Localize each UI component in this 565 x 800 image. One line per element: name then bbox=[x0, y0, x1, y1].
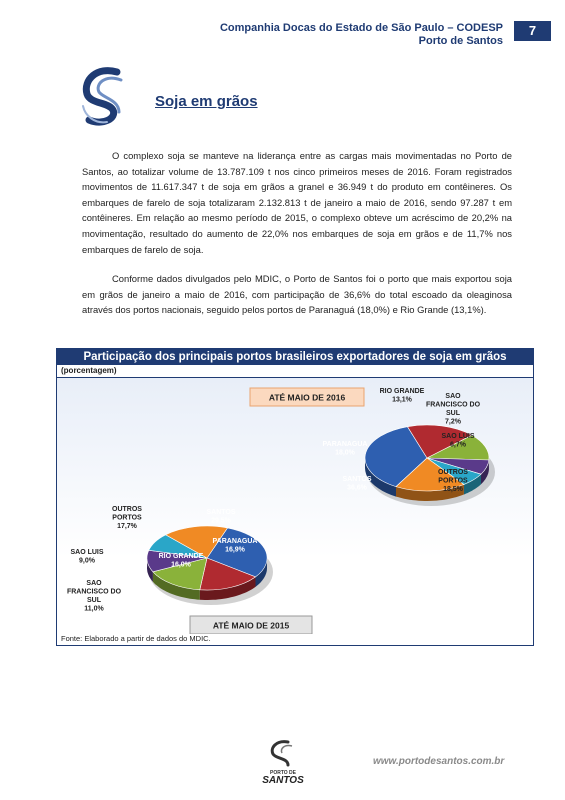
data-label-santos: 29,5% bbox=[211, 517, 231, 525]
slice-label-rio-grande: RIO GRANDE bbox=[379, 388, 425, 395]
slice-label-sao-francisco-do-sul: SUL bbox=[446, 410, 460, 417]
pie-charts-svg bbox=[57, 378, 533, 634]
porto-santos-s-logo-icon bbox=[79, 66, 129, 128]
data-label-paranagua: 18,0% bbox=[335, 449, 355, 457]
slice-label-santos: SANTOS bbox=[342, 476, 372, 483]
paragraph-1: O complexo soja se manteve na liderança entre as cargas mais movimentadas no Porto de Santos, ao totalizar volume de 13.787.109 t nos cinco primeiros meses de 2016. Foram registrados movimentos de 11.617.347 t de soja em grãos a granel e 36.949 t do produto em contêineres. Os embarques de farelo de soja totalizaram 2.132.813 t de janeiro a maio de 2016, sendo 97.287 t em contêineres. Em relação ao mesmo período de 2015, o complexo obteve um acréscimo de 20,2% na movimentação, resultado do aumento de 22,0% nos embarques de soja em grãos e de 11,7% nos embarques de farelo de soja. bbox=[82, 150, 512, 255]
slice-label-paranagua: PARANAGUA bbox=[212, 538, 258, 545]
slice-label-rio-grande: RIO GRANDE bbox=[158, 553, 204, 560]
data-label-outros-portos: 17,7% bbox=[117, 523, 137, 530]
slice-label-outros-portos: PORTOS bbox=[112, 514, 142, 522]
data-label-sao-luis: 6,7% bbox=[450, 441, 466, 449]
slice-label-sao-francisco-do-sul: SAO bbox=[86, 580, 102, 587]
data-label-outros-portos: 18,5% bbox=[443, 486, 463, 493]
chart-title: Participação dos principais portos brasileiros exportadores de soja em grãos bbox=[57, 349, 533, 365]
footer-logo-porto-text: PORTO DE bbox=[269, 770, 297, 776]
porto-de-santos-footer-logo-icon bbox=[258, 740, 308, 786]
data-label-rio-grande: 13,1% bbox=[392, 396, 412, 404]
data-label-sao-francisco-do-sul: 11,0% bbox=[84, 605, 104, 613]
slice-label-outros-portos: OUTROS bbox=[112, 506, 142, 513]
paragraph-2: Conforme dados divulgados pelo MDIC, o Porto de Santos foi o porto que mais exportou soja em grãos de janeiro a maio de 2016, com participação de 36,6% do total escoado da oleaginosa através dos portos nacionais, seguido pelos portos de Paranaguá (18,0%) e Rio Grande (13,1%). bbox=[82, 273, 512, 316]
data-label-sao-luis: 9,0% bbox=[79, 557, 95, 565]
slice-label-sao-francisco-do-sul: FRANCISCO DO bbox=[425, 401, 481, 409]
footer-website-link[interactable]: www.portodesantos.com.br bbox=[373, 756, 505, 767]
slice-label-sao-francisco-do-sul: SAO bbox=[445, 393, 461, 400]
slice-label-sao-luis: SAO LUIS bbox=[441, 433, 475, 440]
slice-label-paranagua: PARANAGUA bbox=[322, 441, 368, 448]
chart-year-label: ATÉ MAIO DE 2016 bbox=[268, 392, 346, 403]
slice-label-sao-francisco-do-sul: FRANCISCO DO bbox=[66, 588, 122, 596]
pie-chart-figure bbox=[56, 348, 534, 646]
data-label-santos: 36,6% bbox=[347, 484, 367, 492]
data-label-sao-francisco-do-sul: 7,2% bbox=[445, 418, 461, 426]
slice-label-outros-portos: PORTOS bbox=[438, 477, 468, 485]
slice-label-sao-luis: SAO LUIS bbox=[70, 549, 104, 556]
chart-plot-area bbox=[57, 378, 533, 634]
data-label-rio-grande: 16,0% bbox=[171, 561, 191, 569]
company-name: Companhia Docas do Estado de São Paulo – CODESP bbox=[219, 22, 503, 34]
section-title: Soja em grãos bbox=[155, 93, 258, 110]
slice-label-sao-francisco-do-sul: SUL bbox=[87, 597, 101, 604]
page-number: 7 bbox=[514, 21, 551, 41]
footer-logo-santos-text: SANTOS bbox=[262, 775, 304, 786]
chart-year-label: ATÉ MAIO DE 2015 bbox=[212, 620, 290, 631]
data-label-paranagua: 16,9% bbox=[225, 546, 245, 554]
port-name: Porto de Santos bbox=[418, 35, 503, 47]
slice-label-santos: SANTOS bbox=[206, 509, 236, 516]
document-header bbox=[220, 22, 503, 48]
chart-source: Fonte: Elaborado a partir de dados do MDIC. bbox=[61, 634, 211, 643]
chart-subtitle: (porcentagem) bbox=[57, 365, 533, 378]
slice-label-outros-portos: OUTROS bbox=[438, 469, 468, 476]
